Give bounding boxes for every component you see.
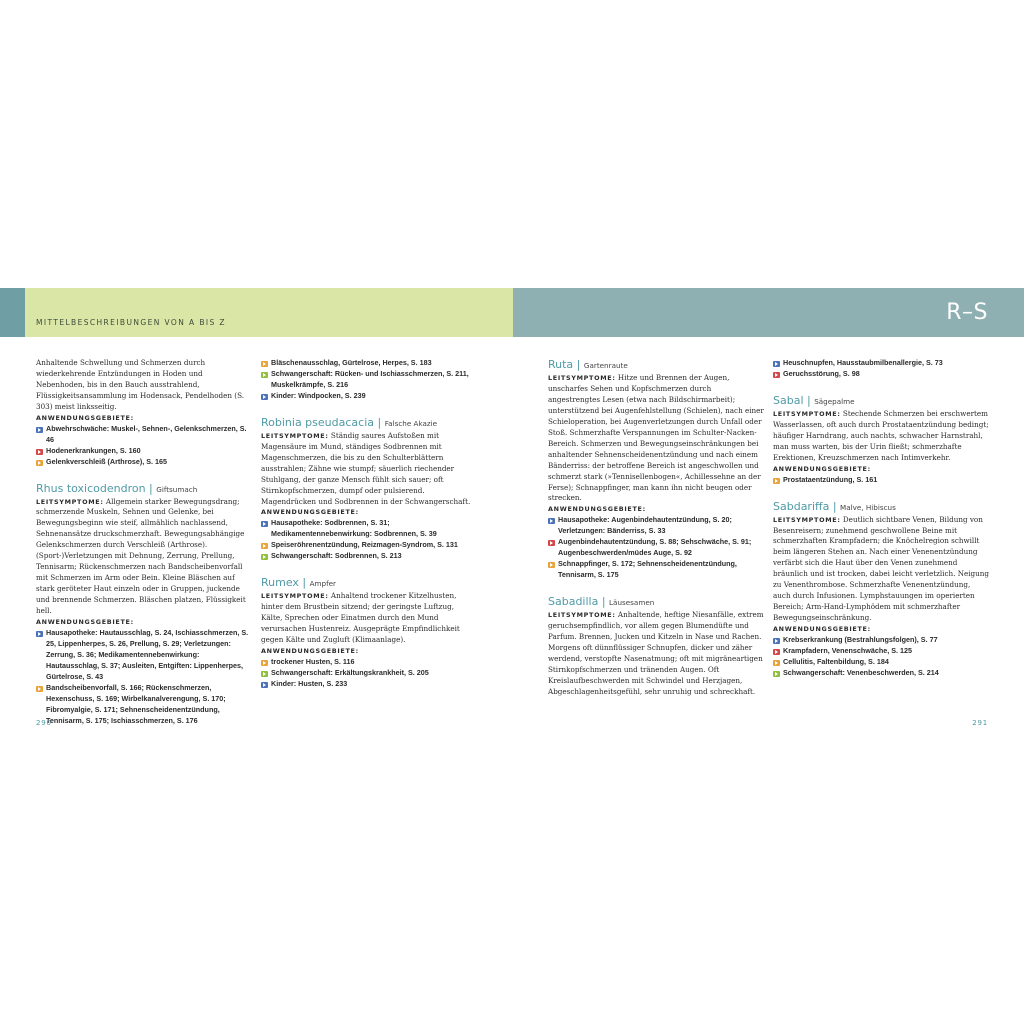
anwendungsgebiete-label: ANWENDUNGSGEBIETE: bbox=[548, 505, 646, 514]
remedy-heading bbox=[773, 394, 989, 408]
heading-separator: | bbox=[598, 595, 610, 609]
application-item bbox=[36, 457, 252, 468]
application-item bbox=[548, 559, 764, 581]
application-text: Schwangerschaft: Erkältungskrankheit, S. 205 bbox=[271, 667, 429, 677]
remedy-name: Sabal bbox=[773, 393, 804, 407]
symptom-text bbox=[36, 497, 252, 617]
remedy-heading bbox=[261, 576, 477, 590]
application-text: Schwangerschaft: Venenbeschwerden, S. 214 bbox=[783, 667, 939, 677]
page-number-left: 290 bbox=[36, 719, 52, 727]
remedy-name: Rumex bbox=[261, 576, 299, 590]
remedy-entry bbox=[548, 595, 764, 698]
anwendungsgebiete-label: ANWENDUNGSGEBIETE: bbox=[773, 464, 871, 473]
page-number-right: 291 bbox=[972, 719, 988, 727]
header-band-left bbox=[25, 288, 513, 337]
application-text: Schnappfinger, S. 172; Sehnenscheidenentzündung, Tennisarm, S. 175 bbox=[558, 559, 737, 580]
remedy-heading bbox=[261, 416, 477, 430]
application-item bbox=[261, 518, 477, 540]
application-text: Hausapotheke: Sodbrennen, S. 31; Medikamentennebenwirkung: Sodbrennen, S. 39 bbox=[271, 518, 437, 539]
symptom-description: Deutlich sichtbare Venen, Bildung von Besenreisern; zunehmend geschwollene Beine mit schmerzhaften Krampfadern; die Knöchelregion schwillt beim längeren Stehen an. Nach einer Venenentzündung verfärbt sich die Haut über den Venen zunehmend bräunlich und ist trocken, dabei leicht verletzlich. Neigung zu Venenthrombose. Schmerzhafte Venenentzündung, auch durch Infusionen. Lymphstauungen im operierten Bereich; Arm-Hand-Lymphödem mit schmerzhafter Bewegungseinschränkung. bbox=[773, 514, 990, 623]
remedy-common-name: Sägepalme bbox=[814, 396, 855, 406]
remedy-heading bbox=[548, 595, 764, 609]
remedy-entry bbox=[773, 394, 989, 486]
remedy-common-name: Malve, Hibiscus bbox=[840, 502, 896, 512]
arrow-icon bbox=[261, 361, 268, 367]
remedy-entry bbox=[261, 358, 477, 402]
arrow-icon bbox=[261, 394, 268, 400]
heading-separator: | bbox=[803, 393, 815, 407]
arrow-icon bbox=[36, 686, 43, 692]
application-item bbox=[36, 424, 252, 446]
arrow-icon bbox=[36, 427, 43, 433]
arrow-icon bbox=[261, 372, 268, 378]
application-item bbox=[773, 646, 989, 657]
application-text: Bandscheibenvorfall, S. 166; Rückenschmerzen, Hexenschuss, S. 169; Wirbelkanalverengung, S. 170; Fibromyalgie, S. 171; Sehnenscheidenentzündung, Tennisarm, S. 175; Ischiasschmerzen, S. 176 bbox=[46, 682, 226, 725]
remedy-common-name: Gartenraute bbox=[583, 361, 628, 370]
remedy-entry bbox=[548, 358, 764, 581]
application-text: Schwangerschaft: Sodbrennen, S. 213 bbox=[271, 551, 402, 561]
symptom-description: Anhaltende, heftige Niesanfälle, extrem geruchsempfindlich, vor allem gegen Blumendüfte und Parfum. Brennen, Jucken und Kitzeln in Nase und Rachen. Morgens oft dünnflüssiger Schnupfen, dicker und zäher werdend, verstopfte Nasenatmung; oft mit migräneartigen Stirnkopfschmerzen und tränenden Augen. Oft Kreislaufbeschwerden mit Schwindel und Herzjagen, Abgeschlagenheitsgefühl, sehr unruhig und schreckhaft. bbox=[548, 610, 764, 696]
arrow-icon bbox=[261, 671, 268, 677]
leitsymptome-label: LEITSYMPTOME: bbox=[261, 592, 329, 601]
application-text: Hausapotheke: Hautausschlag, S. 24, Ischiasschmerzen, S. 25, Lippenherpes, S. 26, Prellung, S. 29; Verletzungen: Zerrung, S. 36; Medikamentennebenwirkung: Hautausschlag, S. 37; Ausleiten, Entgiften: Lippenherpes, Gürtelrose, S. 43 bbox=[46, 627, 249, 681]
arrow-icon bbox=[261, 660, 268, 666]
remedy-heading bbox=[548, 358, 764, 372]
letter-range: R–S bbox=[946, 300, 988, 325]
arrow-icon bbox=[773, 361, 780, 367]
anwendungsgebiete-label: ANWENDUNGSGEBIETE: bbox=[36, 618, 134, 627]
leitsymptome-label: LEITSYMPTOME: bbox=[773, 409, 841, 418]
arrow-icon bbox=[773, 638, 780, 644]
anwendungsgebiete-label: ANWENDUNGSGEBIETE: bbox=[261, 647, 359, 656]
symptom-text bbox=[773, 409, 989, 464]
application-item bbox=[773, 668, 989, 679]
column-4 bbox=[773, 358, 989, 679]
leitsymptome-label: LEITSYMPTOME: bbox=[261, 431, 329, 440]
section-label: MITTELBESCHREIBUNGEN VON A BIS Z bbox=[36, 318, 226, 327]
application-text: Prostataentzündung, S. 161 bbox=[783, 474, 878, 484]
symptom-text bbox=[548, 610, 764, 698]
header-band-left-accent bbox=[0, 288, 25, 337]
application-text: trockener Husten, S. 116 bbox=[271, 656, 355, 666]
leitsymptome-label: LEITSYMPTOME: bbox=[548, 611, 616, 620]
application-text: Krampfadern, Venenschwäche, S. 125 bbox=[783, 646, 913, 656]
application-item bbox=[261, 369, 477, 391]
symptom-text bbox=[548, 373, 764, 504]
arrow-icon bbox=[261, 521, 268, 527]
application-text: Heuschnupfen, Hausstaubmilbenallergie, S. 73 bbox=[783, 358, 943, 367]
application-text: Hausapotheke: Augenbindehautentzündung, S. 20; Verletzungen: Bänderriss, S. 33 bbox=[558, 515, 732, 536]
remedy-name: Ruta bbox=[548, 358, 574, 371]
remedy-common-name: Falsche Akazie bbox=[384, 418, 438, 428]
column-3 bbox=[548, 358, 764, 698]
symptom-description: Stechende Schmerzen bei erschwertem Wasserlassen, oft auch durch Prostataentzündung bedingt; häufiger Harndrang, auch nachts, schwacher Harnstrahl, man muss warten, bis der Urin fließt; schmerzhafte Erektionen, Kreuzschmerzen nach Intimverkehr. bbox=[773, 408, 989, 462]
heading-separator: | bbox=[145, 481, 157, 495]
remedy-entry bbox=[36, 358, 252, 468]
application-text: Abwehrschwäche: Muskel-, Sehnen-, Gelenkschmerzen, S. 46 bbox=[46, 423, 247, 444]
application-item bbox=[261, 551, 477, 562]
remedy-common-name: Giftsumach bbox=[156, 484, 198, 494]
application-text: Kinder: Husten, S. 233 bbox=[271, 678, 348, 688]
remedy-entry bbox=[36, 482, 252, 727]
remedy-common-name: Läusesamen bbox=[609, 598, 655, 608]
arrow-icon bbox=[548, 562, 555, 568]
leitsymptome-label: LEITSYMPTOME: bbox=[36, 497, 104, 506]
symptom-text bbox=[261, 431, 477, 508]
application-text: Hodenerkrankungen, S. 160 bbox=[46, 445, 141, 455]
symptom-description: Ständig saures Aufstoßen mit Magensäure im Mund, ständiges Sodbrennen mit Magenschmerzen, die bis zu den Schulterblättern ausstrahlen; Zähne wie stumpf; säuerlich riechender Stuhlgang, der ganze Mensch fühlt sich sauer; oft Stirnkopfschmerzen, dumpf oder pulsierend. Magendrücken und Sodbrennen in der Schwangerschaft. bbox=[261, 430, 471, 506]
arrow-icon bbox=[261, 682, 268, 688]
arrow-icon bbox=[36, 460, 43, 466]
application-item bbox=[548, 515, 764, 537]
heading-separator: | bbox=[298, 576, 310, 590]
application-item bbox=[773, 635, 989, 646]
arrow-icon bbox=[36, 631, 43, 637]
arrow-icon bbox=[261, 554, 268, 560]
application-item bbox=[261, 540, 477, 551]
application-item bbox=[261, 657, 477, 668]
heading-separator: | bbox=[374, 415, 385, 429]
application-item bbox=[36, 683, 252, 727]
application-item bbox=[36, 628, 252, 683]
application-item bbox=[773, 369, 989, 380]
application-item bbox=[36, 446, 252, 457]
application-text: Krebserkrankung (Bestrahlungsfolgen), S. 77 bbox=[783, 635, 938, 645]
remedy-name: Sabadilla bbox=[548, 595, 599, 609]
symptom-description: Anhaltende Schwellung und Schmerzen durch wiederkehrende Entzündungen in Hoden und Nebenhoden, bis in den Bauch ausstrahlend, Flüssigkeitsansammlung im Hodensack, Pendelhoden (S. 303) meist linksseitig. bbox=[36, 358, 245, 411]
arrow-icon bbox=[548, 518, 555, 524]
symptom-description: Anhaltend trockener Kitzelhusten, hinter dem Brustbein sitzend; der geringste Luftzug, Kälte, Sprechen oder Einatmen durch den Mund verursachen Hustenreiz. Ausgeprägte Empfindlichkeit gegen Kälte und Zugluft (Klimaanlage). bbox=[261, 591, 460, 645]
application-item bbox=[261, 358, 477, 369]
remedy-entry bbox=[773, 358, 989, 380]
application-item bbox=[261, 679, 477, 690]
arrow-icon bbox=[773, 478, 780, 484]
application-item bbox=[773, 475, 989, 486]
arrow-icon bbox=[261, 543, 268, 549]
application-text: Cellulitis, Faltenbildung, S. 184 bbox=[783, 656, 889, 666]
remedy-name: Rhus toxicodendron bbox=[36, 481, 146, 495]
application-text: Geruchsstörung, S. 98 bbox=[783, 368, 860, 378]
application-text: Kinder: Windpocken, S. 239 bbox=[271, 390, 366, 400]
leitsymptome-label: LEITSYMPTOME: bbox=[773, 515, 841, 524]
symptom-text bbox=[261, 591, 477, 646]
arrow-icon bbox=[548, 540, 555, 546]
remedy-entry bbox=[261, 576, 477, 690]
anwendungsgebiete-label: ANWENDUNGSGEBIETE: bbox=[261, 508, 359, 517]
application-item bbox=[773, 358, 989, 369]
symptom-description: Allgemein starker Bewegungsdrang; schmerzende Muskeln, Sehnen und Gelenke, bei Bewegungsbeginn wie steif, allmählich nachlassend, Sehnenansätze druckschmerzhaft. Bewegungsabhängige Gelenkschmerzen durch Verschleiß (Arthrose). (Sport-)Verletzungen mit Dehnung, Zerrung, Prellung, Tennisarm; Rückenschmerzen nach Bandscheibenvorfall mit Schmerzen im Arm oder Bein. Kleine Bläschen auf stark geröteter Haut einzeln oder in Gruppen, juckende und brennende Schmerzen. Bläschen platzen, Flüssigkeit hell. bbox=[36, 496, 246, 616]
remedy-name: Robinia pseudacacia bbox=[261, 415, 374, 429]
remedy-heading bbox=[773, 500, 989, 514]
remedy-heading bbox=[36, 482, 252, 496]
arrow-icon bbox=[773, 649, 780, 655]
arrow-icon bbox=[773, 660, 780, 666]
arrow-icon bbox=[773, 372, 780, 378]
column-2 bbox=[261, 358, 477, 690]
heading-separator: | bbox=[573, 358, 584, 371]
application-text: Bläschenausschlag, Gürtelrose, Herpes, S. 183 bbox=[271, 358, 432, 367]
symptom-text bbox=[36, 358, 252, 413]
heading-separator: | bbox=[829, 499, 841, 513]
symptom-text bbox=[773, 515, 989, 625]
arrow-icon bbox=[773, 671, 780, 677]
leitsymptome-label: LEITSYMPTOME: bbox=[548, 374, 616, 382]
application-item bbox=[548, 537, 764, 559]
application-item bbox=[261, 668, 477, 679]
remedy-entry bbox=[773, 500, 989, 679]
application-text: Speiseröhrenentzündung, Reizmagen-Syndrom, S. 131 bbox=[271, 540, 458, 550]
remedy-name: Sabdariffa bbox=[773, 499, 830, 513]
remedy-common-name: Ampfer bbox=[309, 579, 337, 589]
column-1 bbox=[36, 358, 252, 727]
application-text: Augenbindehautentzündung, S. 88; Sehschwäche, S. 91; Augenbeschwerden/müdes Auge, S. 92 bbox=[558, 537, 752, 558]
anwendungsgebiete-label: ANWENDUNGSGEBIETE: bbox=[773, 625, 871, 634]
application-text: Schwangerschaft: Rücken- und Ischiasschmerzen, S. 211, Muskelkrämpfe, S. 216 bbox=[271, 368, 469, 389]
application-text: Gelenkverschleiß (Arthrose), S. 165 bbox=[46, 456, 168, 466]
anwendungsgebiete-label: ANWENDUNGSGEBIETE: bbox=[36, 413, 134, 422]
application-item bbox=[261, 391, 477, 402]
symptom-description: Hitze und Brennen der Augen, unscharfes Sehen und Kopfschmerzen durch angestrengtes Lesen (etwa nach Bildschirmarbeit); unterstützend bei Augenfehlstellung (Schielen), nach einer Schieloperation, bei Augenverletzungen durch Unfall oder Stoß. Schmerzhafte Verspannungen im Schulter-Nacken-Bereich. Schmerzen und Bewegungseinschränkungen bei anhaltender Sehnenscheidenentzündung und nach einem Bänderriss: der betroffene Bereich ist angeschwollen und schmerzt stark (»Tennisellenbogen«, Achillessehne an der Ferse); Schnappfinger, man kann ihn nicht beugen oder strecken. bbox=[548, 373, 764, 503]
arrow-icon bbox=[36, 449, 43, 455]
remedy-entry bbox=[261, 416, 477, 562]
application-item bbox=[773, 657, 989, 668]
